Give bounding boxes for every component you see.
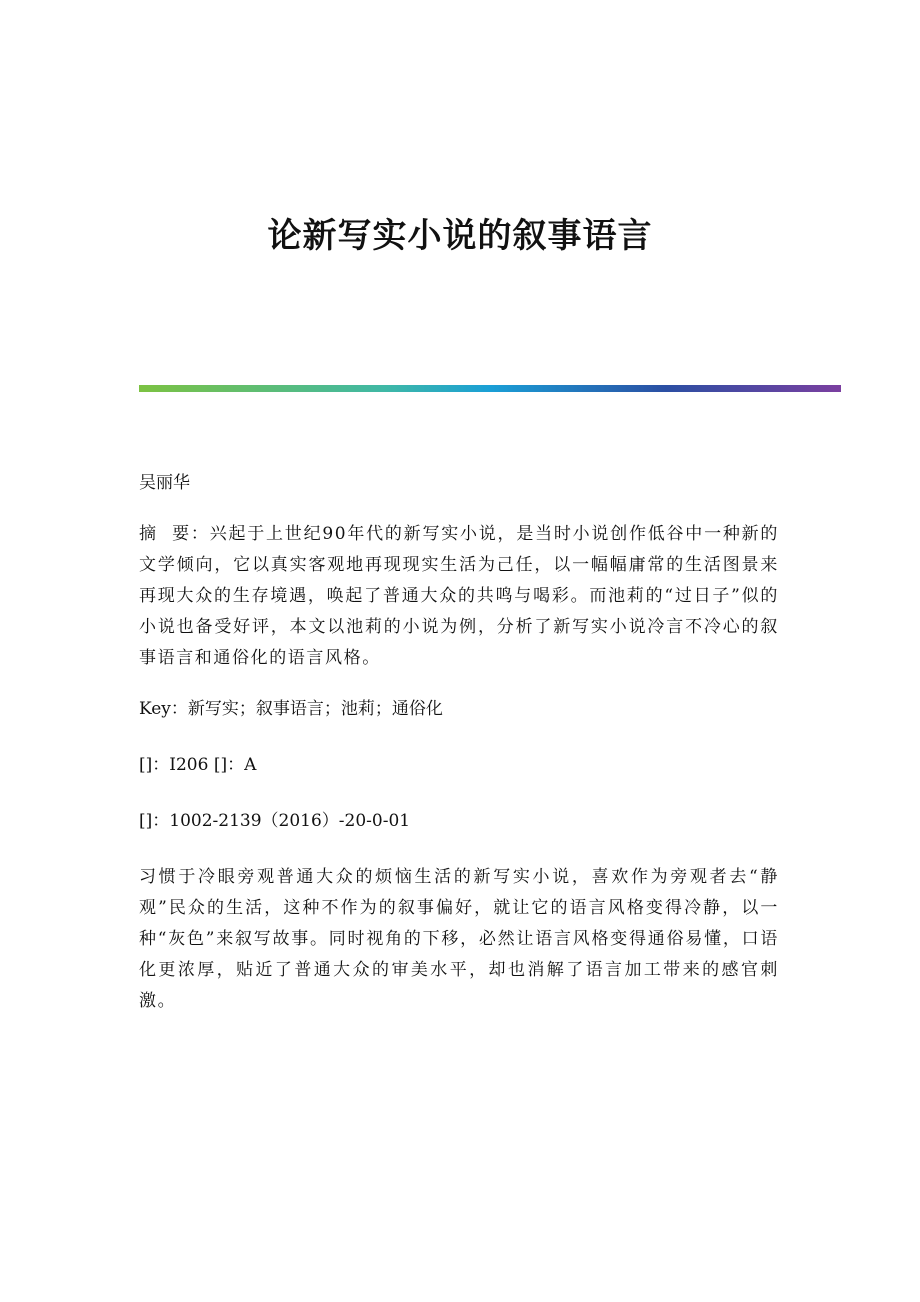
abstract-paragraph bbox=[139, 519, 779, 674]
keywords-text: 新写实；叙事语言；池莉；通俗化 bbox=[187, 699, 443, 719]
body-paragraph-1: 习惯于冷眼旁观普通大众的烦恼生活的新写实小说，喜欢作为旁观者去“静观”民众的生活，这种不作为的叙事偏好，就让它的语言风格变得冷静，以一种“灰色”来叙写故事。同时视角的下移，必然让语言风格变得通俗易懂，口语化更浓厚，贴近了普通大众的审美水平，却也消解了语言加工带来的感官刺激。 bbox=[139, 867, 779, 1011]
author-name: 吴丽华 bbox=[139, 473, 190, 493]
abstract-label: 摘 要： bbox=[139, 524, 210, 544]
title-divider bbox=[139, 385, 841, 392]
keywords-label: Key： bbox=[139, 699, 188, 719]
abstract-text: 兴起于上世纪90年代的新写实小说，是当时小说创作低谷中一种新的文学倾向，它以真实客观地再现现实生活为己任，以一幅幅庸常的生活图景来再现大众的生存境遇，唤起了普通大众的共鸣与喝彩。而池莉的“过日子”似的小说也备受好评，本文以池莉的小说为例，分析了新写实小说冷言不冷心的叙事语言和通俗化的语言风格。 bbox=[139, 524, 779, 668]
article-id-line: []：1002-2139（2016）-20-0-01 bbox=[139, 811, 411, 831]
document-body bbox=[139, 468, 779, 1037]
classification-line: []：I206 []：A bbox=[139, 755, 257, 775]
keywords-line bbox=[139, 694, 779, 725]
document-title: 论新写实小说的叙事语言 bbox=[267, 216, 653, 256]
